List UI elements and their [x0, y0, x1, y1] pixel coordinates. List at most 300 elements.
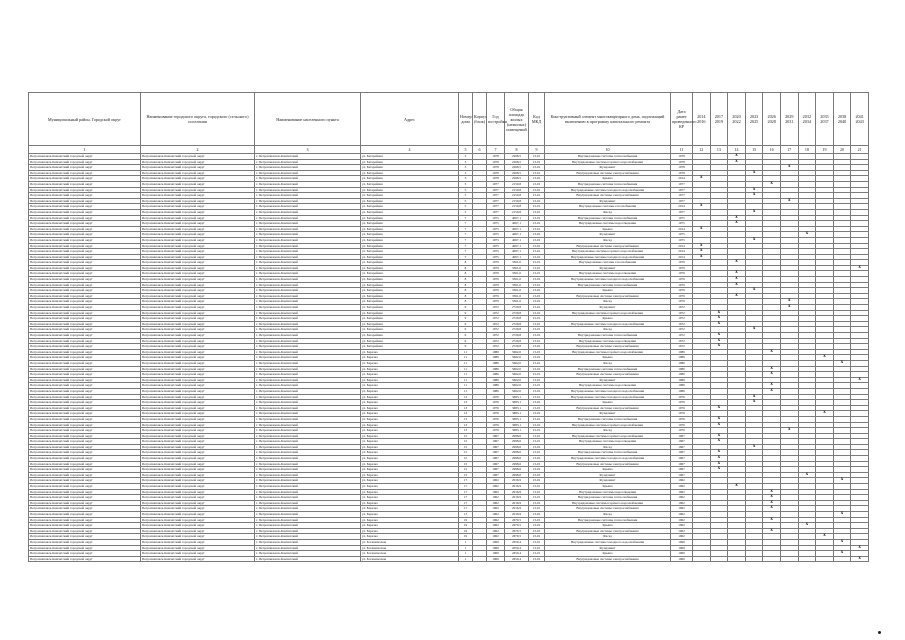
table-cell: Петропавловск-Камчатский городской округ [141, 321, 255, 327]
table-cell: Петропавловск-Камчатский городской округ [29, 439, 141, 445]
table-cell: 1972 [487, 321, 505, 327]
schedule-mark-cell [798, 556, 816, 562]
table-cell: ул. Березка [361, 467, 459, 473]
table-cell: 1976 [487, 416, 505, 422]
table-cell: 1986 [671, 355, 693, 361]
table-cell: г. Петропавловск-Камчатский [255, 472, 361, 478]
column-header: 2029 2031 [780, 93, 798, 146]
table-cell: г. Петропавловск-Камчатский [255, 232, 361, 238]
table-cell: 1967 [487, 433, 505, 439]
table-cell: 1962 [487, 500, 505, 506]
table-cell: 2150,8 [505, 204, 529, 210]
schedule-mark-cell: x [745, 237, 763, 243]
table-cell: 3361,0 [505, 265, 529, 271]
table-cell: ул. Березка [361, 495, 459, 501]
table-cell: 5662,0 [505, 366, 529, 372]
table-cell [473, 556, 487, 562]
schedule-mark-cell [745, 556, 763, 562]
table-cell: 11 [459, 383, 473, 389]
column-number: 2 [141, 146, 255, 154]
table-cell: 1976 [487, 428, 505, 434]
table-cell: Петропавловск-Камчатский городской округ [141, 355, 255, 361]
table-cell: 1986 [671, 366, 693, 372]
table-cell: 2014 [671, 176, 693, 182]
table-cell: ул. Ботаническая [361, 539, 459, 545]
table-cell: ул. Березка [361, 478, 459, 484]
table-cell: 1977 [487, 181, 505, 187]
table-cell: 1967 [671, 450, 693, 456]
table-cell: Петропавловск-Камчатский городской округ [29, 316, 141, 322]
table-cell: Петропавловск-Камчатский городской округ [29, 444, 141, 450]
table-cell: Внутридомовые системы холодного водоснабжения [545, 277, 671, 283]
table-cell: 13-01 [529, 349, 545, 355]
table-cell: Внутридомовые системы теплоснабжения [545, 215, 671, 221]
table-cell: 1967 [671, 472, 693, 478]
table-cell: г. Петропавловск-Камчатский [255, 226, 361, 232]
table-cell: 1967 [671, 444, 693, 450]
table-cell: 8 [459, 282, 473, 288]
table-cell: 1972 [671, 310, 693, 316]
table-cell: Петропавловск-Камчатский городской округ [141, 405, 255, 411]
table-cell: г. Петропавловск-Камчатский [255, 243, 361, 249]
table-cell: 3683,1 [505, 405, 529, 411]
table-cell: 1976 [671, 422, 693, 428]
table-cell: 1975 [487, 243, 505, 249]
table-cell: 2268,5 [505, 170, 529, 176]
column-header: Конструктивный элемент многоквартирного дома, подлежащий включению в программу капитального ремонта [545, 93, 671, 146]
table-cell: 2670,5 [505, 528, 529, 534]
schedule-mark-cell: x [710, 456, 728, 462]
table-cell: Петропавловск-Камчатский городской округ [141, 170, 255, 176]
table-cell: г. Петропавловск-Камчатский [255, 467, 361, 473]
table-cell: Внутридомовые системы водоотведения [545, 439, 671, 445]
table-cell: 17 [459, 484, 473, 490]
table-cell: 1986 [487, 372, 505, 378]
table-cell: Петропавловск-Камчатский городской округ [29, 349, 141, 355]
table-cell: г. Петропавловск-Камчатский [255, 249, 361, 255]
table-cell: Петропавловск-Камчатский городской округ [29, 355, 141, 361]
table-cell: 7 [459, 226, 473, 232]
table-cell: Петропавловск-Камчатский городской округ [29, 545, 141, 551]
table-cell: 7 [459, 249, 473, 255]
table-cell: 13-01 [529, 305, 545, 311]
table-cell: 13-01 [529, 539, 545, 545]
table-cell: Внутридомовые системы теплоснабжения [545, 450, 671, 456]
table-cell: Петропавловск-Камчатский городской округ [29, 282, 141, 288]
table-cell: ул. Березка [361, 383, 459, 389]
table-cell: 19 [459, 523, 473, 529]
table-cell: 5662,0 [505, 355, 529, 361]
table-cell: 13-01 [529, 400, 545, 406]
table-cell: Петропавловск-Камчатский городской округ [29, 472, 141, 478]
schedule-mark-cell: x [763, 388, 781, 394]
schedule-mark-cell: x [710, 316, 728, 322]
table-cell: 1977 [487, 209, 505, 215]
schedule-mark-cell: x [693, 176, 711, 182]
table-cell: 13-01 [529, 187, 545, 193]
schedule-mark-cell: x [833, 551, 851, 557]
table-cell: г. Петропавловск-Камчатский [255, 271, 361, 277]
table-cell: 2650,4 [505, 551, 529, 557]
table-cell: 3 [459, 159, 473, 165]
table-cell: Петропавловск-Камчатский городской округ [29, 360, 141, 366]
table-cell: Внутридомовые системы газоснабжения [545, 260, 671, 266]
schedule-mark-cell: x [728, 159, 746, 165]
schedule-mark-cell: x [728, 277, 746, 283]
column-number: 11 [671, 146, 693, 154]
table-cell: 4067,1 [505, 243, 529, 249]
table-cell: Петропавловск-Камчатский городской округ [141, 221, 255, 227]
schedule-mark-cell: x [780, 198, 798, 204]
table-cell: ул. Березка [361, 472, 459, 478]
table-cell: 1967 [671, 456, 693, 462]
table-cell: Крыша [545, 355, 671, 361]
table-cell: ул. Березка [361, 366, 459, 372]
table-cell: 11 [459, 377, 473, 383]
table-cell: Петропавловск-Камчатский городской округ [29, 422, 141, 428]
table-cell: 13-01 [529, 204, 545, 210]
table-cell: 1962 [487, 506, 505, 512]
table-cell: Петропавловск-Камчатский городской округ [141, 444, 255, 450]
table-cell: Крыша [545, 176, 671, 182]
table-cell: 13-01 [529, 181, 545, 187]
schedule-mark-cell: x [693, 249, 711, 255]
table-cell: 1975 [487, 232, 505, 238]
table-cell: 1962 [671, 484, 693, 490]
table-cell: 15 [459, 472, 473, 478]
table-cell: Петропавловск-Камчатский городской округ [29, 405, 141, 411]
table-cell: 5662,0 [505, 383, 529, 389]
table-cell: 3683,1 [505, 411, 529, 417]
table-cell: 13-01 [529, 243, 545, 249]
table-cell: г. Петропавловск-Камчатский [255, 198, 361, 204]
schedule-mark-cell: x [833, 539, 851, 545]
table-cell: 1979 [487, 260, 505, 266]
column-number: 12 [693, 146, 711, 154]
table-cell: г. Петропавловск-Камчатский [255, 551, 361, 557]
table-cell: 1967 [487, 444, 505, 450]
table-cell: 13-01 [529, 338, 545, 344]
table-cell: 1986 [671, 377, 693, 383]
schedule-mark-cell: x [798, 472, 816, 478]
schedule-mark-cell: x [816, 411, 834, 417]
schedule-mark-cell: x [710, 461, 728, 467]
table-cell: г. Петропавловск-Камчатский [255, 489, 361, 495]
table-cell: 19 [459, 517, 473, 523]
table-cell: 13-01 [529, 416, 545, 422]
table-cell: 3683,1 [505, 416, 529, 422]
table-cell: Петропавловск-Камчатский городской округ [29, 232, 141, 238]
table-cell: Петропавловск-Камчатский городской округ [141, 243, 255, 249]
column-number: 13 [710, 146, 728, 154]
table-cell: Внутридомовые системы горячего водоснабжения [545, 433, 671, 439]
table-cell: 1972 [487, 344, 505, 350]
table-cell: Петропавловск-Камчатский городской округ [29, 433, 141, 439]
table-cell: ул. Березка [361, 405, 459, 411]
table-cell: 1986 [487, 355, 505, 361]
schedule-mark-cell [780, 556, 798, 562]
table-cell: Петропавловск-Камчатский городской округ [141, 512, 255, 518]
table-cell: Внутридомовые системы холодного водоснабжения [545, 321, 671, 327]
table-cell: 7 [459, 232, 473, 238]
table-cell: 17 [459, 512, 473, 518]
table-cell: 15 [459, 467, 473, 473]
schedule-mark-cell: x [693, 204, 711, 210]
table-cell: г. Петропавловск-Камчатский [255, 428, 361, 434]
schedule-mark-cell: x [763, 181, 781, 187]
table-cell: ул. Березка [361, 461, 459, 467]
table-cell: ул. Батарейная [361, 204, 459, 210]
table-cell: 11 [459, 355, 473, 361]
table-cell: Петропавловск-Камчатский городской округ [29, 170, 141, 176]
table-cell: Петропавловск-Камчатский городской округ [141, 299, 255, 305]
table-cell: г. Петропавловск-Камчатский [255, 400, 361, 406]
table-cell: ул. Ботаническая [361, 545, 459, 551]
table-cell: Внутридомовые системы электроснабжения [545, 193, 671, 199]
table-cell: 1975 [487, 249, 505, 255]
table-cell: 1979 [671, 299, 693, 305]
table-cell: 13-01 [529, 484, 545, 490]
table-cell: Петропавловск-Камчатский городской округ [29, 165, 141, 171]
table-cell: 5 [459, 181, 473, 187]
table-cell: 1979 [487, 271, 505, 277]
column-number: 5 [459, 146, 473, 154]
table-cell: 2014 [671, 249, 693, 255]
table-cell: 13-01 [529, 506, 545, 512]
table-cell: ул. Березка [361, 450, 459, 456]
table-cell: 1967 [671, 467, 693, 473]
schedule-mark-cell [710, 556, 728, 562]
table-cell: г. Петропавловск-Камчатский [255, 500, 361, 506]
table-cell: Петропавловск-Камчатский городской округ [29, 551, 141, 557]
table-cell: 1976 [487, 405, 505, 411]
table-cell: ул. Батарейная [361, 344, 459, 350]
table-cell: Внутридомовые системы холодного водоснабжения [545, 539, 671, 545]
table-cell: 2998,6 [505, 444, 529, 450]
table-cell: 9 [459, 310, 473, 316]
table-cell: 1978 [671, 154, 693, 160]
column-header: Дата ранее проведенного КР [671, 93, 693, 146]
table-cell: 3683,1 [505, 428, 529, 434]
table-cell: 1962 [487, 489, 505, 495]
table-cell: 8 [459, 288, 473, 294]
table-cell: 1969 [487, 556, 505, 562]
table-cell: г. Петропавловск-Камчатский [255, 187, 361, 193]
table-cell: Внутридомовые системы теплоснабжения [545, 517, 671, 523]
table-cell: 3361,0 [505, 282, 529, 288]
schedule-mark-cell: x [745, 187, 763, 193]
table-cell: 1978 [487, 165, 505, 171]
table-cell: Петропавловск-Камчатский городской округ [29, 500, 141, 506]
table-cell: Фундамент [545, 305, 671, 311]
table-cell: Внутридомовые системы теплоснабжения [545, 495, 671, 501]
table-cell: ул. Батарейная [361, 226, 459, 232]
table-cell: Петропавловск-Камчатский городской округ [141, 344, 255, 350]
table-cell: 5662,0 [505, 377, 529, 383]
table-cell: 2016,9 [505, 478, 529, 484]
table-cell: 13-01 [529, 344, 545, 350]
table-cell: Крыша [545, 484, 671, 490]
table-cell: 1969 [487, 545, 505, 551]
table-cell: 1967 [671, 433, 693, 439]
table-cell: Петропавловск-Камчатский городской округ [29, 416, 141, 422]
table-cell: г. Петропавловск-Камчатский [255, 154, 361, 160]
table-cell: г. Петропавловск-Камчатский [255, 254, 361, 260]
table-cell: ул. Батарейная [361, 333, 459, 339]
table-cell: г. Петропавловск-Камчатский [255, 439, 361, 445]
table-cell: Фундамент [545, 472, 671, 478]
table-cell: ул. Березка [361, 411, 459, 417]
table-cell: г. Петропавловск-Камчатский [255, 293, 361, 299]
table-cell: г. Петропавловск-Камчатский [255, 377, 361, 383]
table-cell: 1967 [487, 456, 505, 462]
table-cell: 2998,6 [505, 450, 529, 456]
table-cell: 1976 [671, 416, 693, 422]
table-cell: 1967 [487, 461, 505, 467]
column-number: 20 [833, 146, 851, 154]
schedule-mark-cell [728, 556, 746, 562]
table-cell: г. Петропавловск-Камчатский [255, 221, 361, 227]
table-cell: 2014 [671, 226, 693, 232]
column-header: 2032 2034 [798, 93, 816, 146]
table-cell: 17 [459, 500, 473, 506]
table-cell: г. Петропавловск-Камчатский [255, 450, 361, 456]
table-cell: 1972 [487, 316, 505, 322]
table-cell: 1969 [487, 551, 505, 557]
table-cell: Внутридомовые системы электроснабжения [545, 528, 671, 534]
table-cell: ул. Березка [361, 512, 459, 518]
table-cell: Петропавловск-Камчатский городской округ [29, 467, 141, 473]
table-cell: 13-01 [529, 545, 545, 551]
table-cell: 1969 [671, 556, 693, 562]
table-cell: Петропавловск-Камчатский городской округ [141, 500, 255, 506]
table-cell: Петропавловск-Камчатский городской округ [29, 383, 141, 389]
table-cell: Фундамент [545, 165, 671, 171]
table-cell: 1977 [487, 198, 505, 204]
table-cell: 1977 [487, 204, 505, 210]
table-cell: 13-01 [529, 405, 545, 411]
schedule-mark-cell: x [710, 416, 728, 422]
schedule-mark-cell: x [710, 405, 728, 411]
table-cell: Петропавловск-Камчатский городской округ [29, 154, 141, 160]
table-cell: 1976 [671, 394, 693, 400]
schedule-mark-cell: x [710, 333, 728, 339]
table-cell: Петропавловск-Камчатский городской округ [141, 467, 255, 473]
schedule-mark-cell: x [745, 394, 763, 400]
table-cell: 1979 [487, 282, 505, 288]
column-number: 14 [728, 146, 746, 154]
table-cell: Петропавловск-Камчатский городской округ [29, 277, 141, 283]
table-cell: г. Петропавловск-Камчатский [255, 204, 361, 210]
table-cell: Петропавловск-Камчатский городской округ [29, 249, 141, 255]
table-cell: ул. Березка [361, 400, 459, 406]
table-cell: 7 [459, 254, 473, 260]
table-cell: 3 [459, 154, 473, 160]
table-cell: ул. Батарейная [361, 181, 459, 187]
table-cell: 1975 [671, 221, 693, 227]
table-cell: 2729,8 [505, 310, 529, 316]
table-cell: Петропавловск-Камчатский городской округ [29, 539, 141, 545]
table-cell: 5 [459, 209, 473, 215]
table-cell: Петропавловск-Камчатский городской округ [141, 478, 255, 484]
schedule-mark-cell: x [693, 243, 711, 249]
table-cell: 3361,0 [505, 277, 529, 283]
table-cell: Внутридомовые системы газоснабжения [545, 204, 671, 210]
table-cell: Внутридомовые системы холодного водоснабжения [545, 254, 671, 260]
table-cell: 7 [459, 215, 473, 221]
table-cell: Внутридомовые системы водоотведения [545, 338, 671, 344]
table-cell: Внутридомовые системы горячего водоснабжения [545, 310, 671, 316]
table-cell: Внутридомовые системы теплоснабжения [545, 282, 671, 288]
schedule-mark-cell: x [710, 450, 728, 456]
table-cell: 5662,0 [505, 349, 529, 355]
table-cell: 13-01 [529, 198, 545, 204]
table-cell: 11 [459, 360, 473, 366]
table-cell: г. Петропавловск-Камчатский [255, 333, 361, 339]
table-cell: 11 [459, 349, 473, 355]
column-header: Номер дома [459, 93, 473, 146]
table-cell: 5662,0 [505, 388, 529, 394]
table-cell: 1979 [671, 288, 693, 294]
table-cell: ул. Батарейная [361, 316, 459, 322]
column-header: 2038 2040 [833, 93, 851, 146]
column-header: Муниципальный район, Городской округ [29, 93, 141, 146]
table-cell: Петропавловск-Камчатский городской округ [29, 271, 141, 277]
table-cell: 1962 [671, 517, 693, 523]
table-cell: Петропавловск-Камчатский городской округ [29, 512, 141, 518]
table-cell: 1962 [487, 478, 505, 484]
table-cell: г. Петропавловск-Камчатский [255, 545, 361, 551]
table-cell: Фасад [545, 444, 671, 450]
table-cell: 5 [459, 187, 473, 193]
table-cell: Петропавловск-Камчатский городской округ [29, 305, 141, 311]
table-cell: Петропавловск-Камчатский городской округ [29, 327, 141, 333]
table-cell: 1979 [487, 293, 505, 299]
table-cell: ул. Батарейная [361, 209, 459, 215]
table-cell: ул. Батарейная [361, 165, 459, 171]
table-cell: 13-01 [529, 293, 545, 299]
table-cell: 3361,0 [505, 288, 529, 294]
schedule-mark-cell [693, 556, 711, 562]
table-cell: 2729,8 [505, 316, 529, 322]
table-cell: 13-01 [529, 232, 545, 238]
table-cell: г. Петропавловск-Камчатский [255, 366, 361, 372]
schedule-mark-cell: x [798, 523, 816, 529]
table-cell: Петропавловск-Камчатский городской округ [141, 198, 255, 204]
table-cell: 1978 [671, 165, 693, 171]
table-cell: Петропавловск-Камчатский городской округ [29, 344, 141, 350]
schedule-mark-cell: x [728, 260, 746, 266]
table-cell: Петропавловск-Камчатский городской округ [141, 260, 255, 266]
table-cell: Петропавловск-Камчатский городской округ [141, 495, 255, 501]
table-cell: 13-01 [529, 456, 545, 462]
table-cell: 13-01 [529, 327, 545, 333]
table-cell: Петропавловск-Камчатский городской округ [141, 377, 255, 383]
table-cell: 17 [459, 489, 473, 495]
table-cell: 13 [459, 411, 473, 417]
table-cell: Петропавловск-Камчатский городской округ [141, 545, 255, 551]
table-cell: Фундамент [545, 545, 671, 551]
table-cell: Петропавловск-Камчатский городской округ [141, 349, 255, 355]
table-cell: г. Петропавловск-Камчатский [255, 260, 361, 266]
table-cell: Петропавловск-Камчатский городской округ [29, 333, 141, 339]
table-cell: г. Петропавловск-Камчатский [255, 495, 361, 501]
table-cell: 13-01 [529, 450, 545, 456]
table-cell: ул. Березка [361, 534, 459, 540]
table-cell: Петропавловск-Камчатский городской округ [141, 288, 255, 294]
table-cell: 13-01 [529, 193, 545, 199]
table-header-row [29, 93, 869, 146]
